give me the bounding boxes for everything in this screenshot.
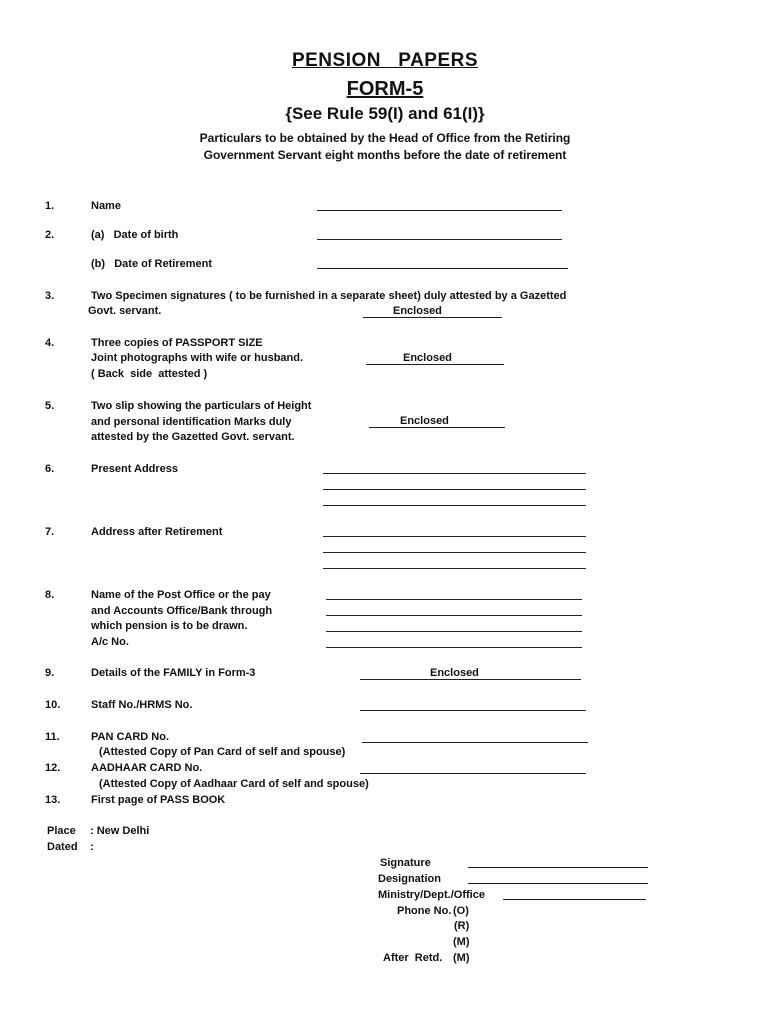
item-10-number: 10.: [45, 699, 61, 711]
ministry-label: Ministry/Dept./Office: [378, 889, 485, 901]
designation-field[interactable]: [468, 883, 648, 884]
date-of-retirement-field[interactable]: [317, 268, 568, 269]
present-address-field-2[interactable]: [323, 489, 586, 490]
item-8-number: 8.: [45, 589, 55, 601]
pension-office-field-1[interactable]: [326, 599, 582, 600]
pension-office-field-2[interactable]: [326, 615, 582, 616]
specimen-signatures-line-1: Two Specimen signatures ( to be furnished in a separate sheet) duly attested by a Gazetted: [91, 290, 567, 302]
identification-slip-line-1: Two slip showing the particulars of Height: [91, 400, 312, 412]
staff-number-field[interactable]: [360, 710, 586, 711]
pan-card-field[interactable]: [362, 742, 588, 743]
account-number-field[interactable]: [326, 647, 582, 648]
ministry-field[interactable]: [503, 899, 646, 900]
pension-office-field-3[interactable]: [326, 631, 582, 632]
place-label: Place: [47, 825, 76, 837]
date-of-birth-label: (a) Date of birth: [91, 229, 179, 241]
item-6-number: 6.: [45, 463, 55, 475]
rule-reference: {See Rule 59(I) and 61(I)}: [285, 104, 485, 123]
name-label: Name: [91, 200, 121, 212]
specimen-signatures-line-2: Govt. servant.: [88, 305, 162, 317]
date-of-birth-field[interactable]: [317, 239, 562, 240]
identification-slip-line-3: attested by the Gazetted Govt. servant.: [91, 431, 295, 443]
specimen-signatures-status: Enclosed: [393, 305, 442, 317]
aadhaar-card-field[interactable]: [360, 773, 586, 774]
staff-number-label: Staff No./HRMS No.: [91, 699, 193, 711]
identification-slip-status: Enclosed: [400, 415, 449, 427]
pan-card-note: (Attested Copy of Pan Card of self and spouse): [99, 746, 346, 758]
form-subtitle: [0, 130, 770, 164]
signature-field[interactable]: [468, 867, 648, 868]
dated-label: Dated: [47, 841, 78, 853]
after-retirement-mobile-label: (M): [453, 952, 470, 964]
subtitle-line-1: Particulars to be obtained by the Head of Office from the Retiring: [199, 131, 571, 145]
pension-office-line-1: Name of the Post Office or the pay: [91, 589, 271, 601]
item-7-number: 7.: [45, 526, 55, 538]
after-retirement-label: After Retd.: [383, 952, 443, 964]
form-title: PENSION PAPERS: [291, 50, 479, 71]
name-field[interactable]: [317, 210, 562, 211]
aadhaar-card-note: (Attested Copy of Aadhaar Card of self and spouse): [99, 778, 369, 790]
form-number: FORM-5: [346, 78, 424, 100]
item-3-number: 3.: [45, 290, 55, 302]
item-2-number: 2.: [45, 229, 55, 241]
pension-office-line-2: and Accounts Office/Bank through: [91, 605, 273, 617]
address-after-retirement-field-1[interactable]: [323, 536, 586, 537]
designation-label: Designation: [378, 873, 441, 885]
item-11-number: 11.: [45, 731, 60, 743]
item-4-number: 4.: [45, 337, 55, 349]
family-details-status: Enclosed: [430, 667, 479, 679]
identification-slip-line-2: and personal identification Marks duly: [91, 416, 292, 428]
item-13-number: 13.: [45, 794, 61, 806]
address-after-retirement-label: Address after Retirement: [91, 526, 223, 538]
address-after-retirement-field-2[interactable]: [323, 552, 586, 553]
address-after-retirement-field-3[interactable]: [323, 568, 586, 569]
passport-photos-status: Enclosed: [403, 352, 452, 364]
phone-label: Phone No.: [397, 905, 452, 917]
phone-residence-label: (R): [454, 920, 470, 932]
subtitle-line-2: Government Servant eight months before the date of retirement: [203, 148, 567, 162]
item-9-number: 9.: [45, 667, 55, 679]
passport-photos-line-2: Joint photographs with wife or husband.: [91, 352, 304, 364]
phone-office-label: (O): [453, 905, 469, 917]
dated-value: :: [90, 841, 94, 853]
item-12-number: 12.: [45, 762, 61, 774]
pass-book-label: First page of PASS BOOK: [91, 794, 226, 806]
passport-photos-line-1: Three copies of PASSPORT SIZE: [91, 337, 263, 349]
family-details-label: Details of the FAMILY in Form-3: [91, 667, 256, 679]
present-address-label: Present Address: [91, 463, 179, 475]
aadhaar-card-label: AADHAAR CARD No.: [91, 762, 203, 774]
pension-office-line-3: which pension is to be drawn.: [91, 620, 248, 632]
phone-mobile-label: (M): [453, 936, 470, 948]
item-5-number: 5.: [45, 400, 55, 412]
place-value: : New Delhi: [90, 825, 150, 837]
pan-card-label: PAN CARD No.: [91, 731, 170, 743]
signature-label: Signature: [380, 857, 431, 869]
date-of-retirement-label: (b) Date of Retirement: [91, 258, 213, 270]
passport-photos-line-3: ( Back side attested ): [91, 368, 208, 380]
present-address-field-3[interactable]: [323, 505, 586, 506]
account-number-label: A/c No.: [91, 636, 129, 648]
present-address-field-1[interactable]: [323, 473, 586, 474]
item-1-number: 1.: [45, 200, 55, 212]
